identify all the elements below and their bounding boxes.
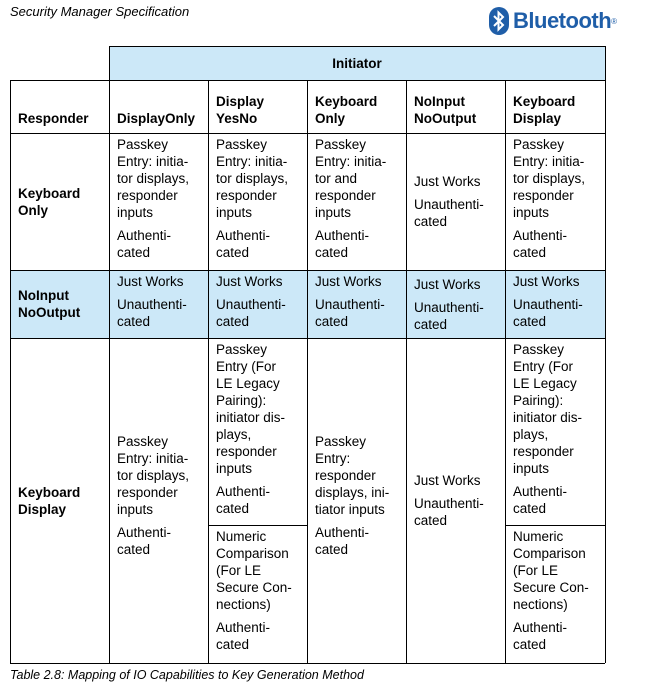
- cell-method-text: Passkey Entry: initia- tor displays, responder inputs: [513, 137, 586, 220]
- initiator-header: Initiator: [332, 55, 382, 71]
- cell-auth-text: Authenti- cated: [216, 228, 271, 260]
- cell-auth-text: Authenti- cated: [315, 525, 370, 557]
- column-header: [208, 80, 307, 133]
- cell-method-text: Numeric Comparison (For LE Secure Con- nections): [513, 529, 589, 612]
- table-cell: [307, 270, 406, 338]
- cell-auth-text: Unauthenti- cated: [315, 297, 385, 329]
- cell-method-text: Just Works: [315, 274, 382, 289]
- bluetooth-wordmark: Bluetooth: [513, 8, 612, 33]
- row-header-label: NoInput NoOutput: [18, 288, 81, 320]
- grid-line: [307, 80, 308, 663]
- cell-auth-text: Authenti- cated: [513, 620, 568, 652]
- column-header: [406, 80, 505, 133]
- grid-line: [605, 46, 606, 663]
- cell-method-text: Just Works: [414, 174, 481, 189]
- table-cell: [406, 133, 505, 270]
- cell-auth-text: Authenti- cated: [117, 525, 172, 557]
- column-header: [505, 80, 605, 133]
- grid-line: [10, 80, 11, 663]
- cell-auth-text: Unauthenti- cated: [513, 297, 583, 329]
- table-cell: [208, 525, 307, 663]
- grid-line: [109, 46, 110, 663]
- cell-method-text: Just Works: [117, 274, 184, 289]
- grid-line: [208, 525, 307, 526]
- table-cell: [208, 133, 307, 270]
- cell-auth-text: Unauthenti- cated: [414, 299, 484, 332]
- cell-auth-text: Unauthenti- cated: [117, 297, 187, 329]
- grid-line: [109, 46, 605, 47]
- cell-method-text: Passkey Entry: initia- tor displays, responder inputs: [216, 137, 289, 220]
- table-cell: [109, 133, 208, 270]
- cell-method-text: Passkey Entry (For LE Legacy Pairing): initiator dis- plays, responder inputs: [513, 342, 583, 476]
- cell-method-text: Passkey Entry: responder displays, ini- tiator inputs: [315, 434, 390, 517]
- table-cell: [505, 270, 605, 338]
- table-cell: [307, 133, 406, 270]
- table-cell: [109, 338, 208, 663]
- table-cell: [307, 338, 406, 663]
- column-header-label: Keyboard Only: [315, 94, 378, 126]
- table-cell: [208, 338, 307, 525]
- cell-method-text: Passkey Entry: initia- tor displays, responder inputs: [117, 137, 190, 220]
- table-cell: [505, 338, 605, 525]
- cell-method-text: Numeric Comparison (For LE Secure Con- nections): [216, 529, 292, 612]
- table-cell: [505, 133, 605, 270]
- row-header: [10, 270, 109, 338]
- column-header: [307, 80, 406, 133]
- table-cell: [406, 270, 505, 338]
- cell-method-text: Just Works: [216, 274, 283, 289]
- grid-line: [505, 525, 605, 526]
- cell-method-text: Passkey Entry (For LE Legacy Pairing): initiator dis- plays, responder inputs: [216, 342, 286, 476]
- cell-auth-text: Authenti- cated: [513, 484, 568, 516]
- cell-auth-text: Unauthenti- cated: [414, 496, 484, 528]
- grid-line: [10, 663, 605, 664]
- cell-auth-text: Authenti- cated: [315, 228, 370, 260]
- cell-auth-text: Authenti- cated: [216, 484, 271, 516]
- grid-line: [505, 80, 506, 663]
- cell-auth-text: Unauthenti- cated: [414, 197, 484, 229]
- cell-method-text: Passkey Entry: initia- tor and responder inputs: [315, 137, 387, 220]
- grid-line: [208, 80, 209, 663]
- table-cell: [109, 270, 208, 338]
- table-caption: Table 2.8: Mapping of IO Capabilities to Key Generation Method: [10, 668, 364, 682]
- row-header-label: Keyboard Only: [18, 185, 81, 218]
- cell-auth-text: Authenti- cated: [216, 620, 271, 652]
- table-cell: [208, 270, 307, 338]
- row-header: [10, 133, 109, 270]
- column-header-label: Display YesNo: [216, 94, 265, 126]
- cell-method-text: Just Works: [513, 274, 580, 289]
- responder-header: Responder: [18, 111, 89, 126]
- registered-mark: ®: [611, 16, 618, 26]
- cell-method-text: Passkey Entry: initia- tor displays, responder inputs: [117, 434, 190, 517]
- page-header-title: Security Manager Specification: [10, 4, 190, 19]
- cell-method-text: Just Works: [414, 473, 481, 488]
- cell-auth-text: Authenti- cated: [513, 228, 568, 260]
- table-cell: [505, 525, 605, 663]
- cell-auth-text: Authenti- cated: [117, 228, 172, 260]
- column-header-label: DisplayOnly: [117, 111, 196, 126]
- grid-line: [406, 80, 407, 663]
- row-header-label: Keyboard Display: [18, 484, 81, 517]
- row-header: [10, 338, 109, 663]
- column-header-label: NoInput NoOutput: [414, 94, 477, 126]
- table-cell: [406, 338, 505, 663]
- cell-method-text: Just Works: [414, 276, 481, 292]
- column-header: [109, 80, 208, 133]
- cell-auth-text: Unauthenti- cated: [216, 297, 286, 329]
- column-header-label: Keyboard Display: [513, 94, 576, 126]
